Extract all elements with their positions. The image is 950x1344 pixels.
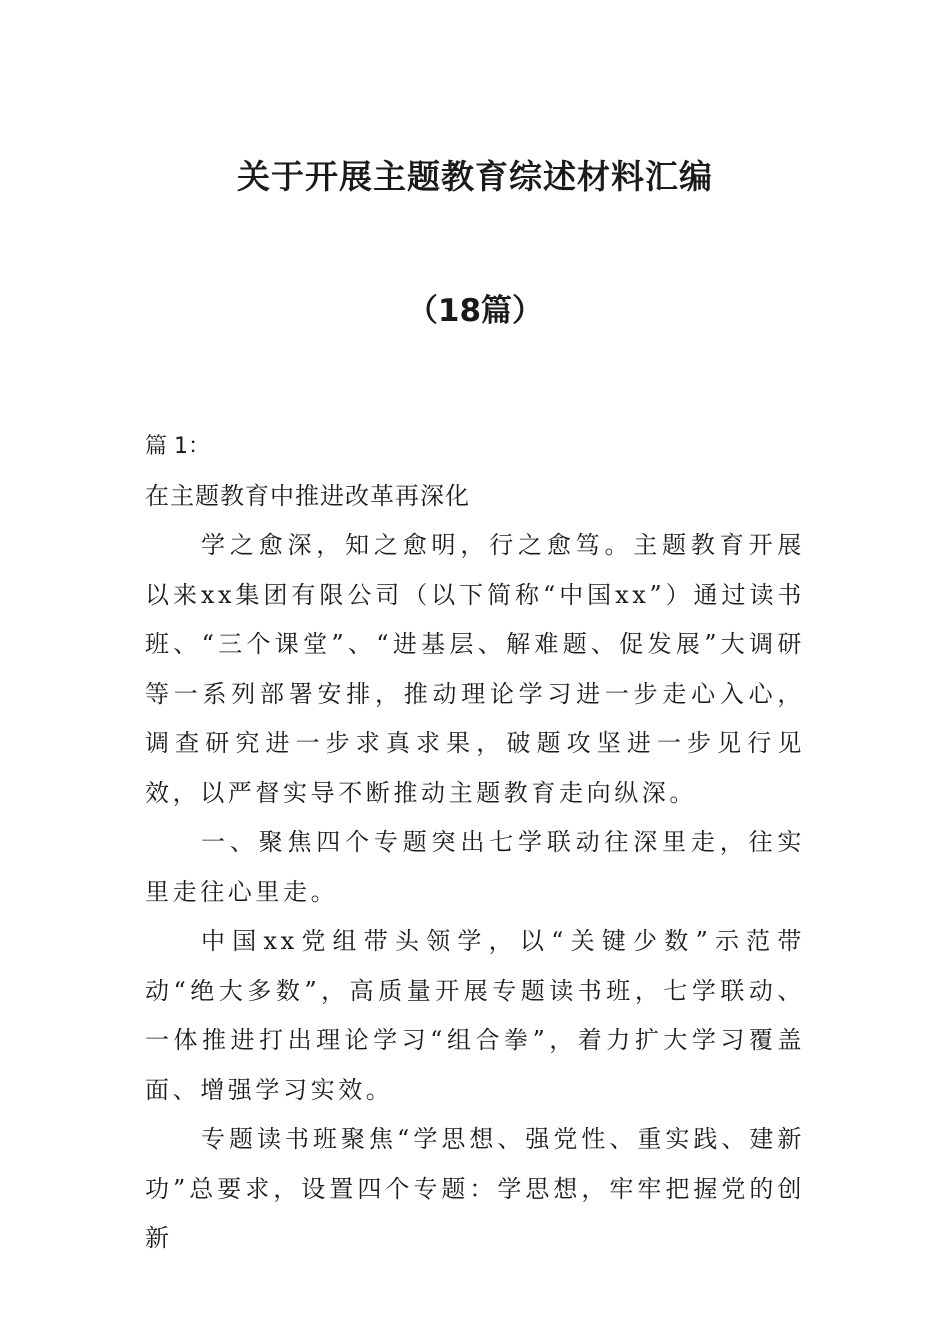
document-body — [145, 422, 805, 1264]
paragraph-intro: 学之愈深，知之愈明，行之愈笃。主题教育开展以来xx集团有限公司（以下简称“中国xx”）通过读书班、“三个课堂”、“进基层、解难题、促发展”大调研等一系列部署安排，推动理论学习进一步走心入心，调查研究进一步求真求果，破题攻坚进一步见行见效，以严督实导不断推动主题教育走向纵深。 — [145, 531, 805, 807]
document-title: 关于开展主题教育综述材料汇编 — [237, 157, 713, 196]
paragraph-leadership: 中国xx党组带头领学，以“关键少数”示范带动“绝大多数”，高质量开展专题读书班，七学联动、一体推进打出理论学习“组合拳”，着力扩大学习覆盖面、增强学习实效。 — [145, 927, 805, 1104]
article-title: 在主题教育中推进改革再深化 — [145, 481, 470, 510]
paragraph-heading-one: 一、聚焦四个专题突出七学联动往深里走，往实里走往心里走。 — [145, 828, 805, 906]
section-label: 篇 1： — [145, 434, 210, 459]
document-subtitle: （18篇） — [406, 293, 544, 329]
paragraph-reading-class: 专题读书班聚焦“学思想、强党性、重实践、建新功”总要求，设置四个专题：学思想，牢牢把握党的创新 — [145, 1125, 805, 1252]
